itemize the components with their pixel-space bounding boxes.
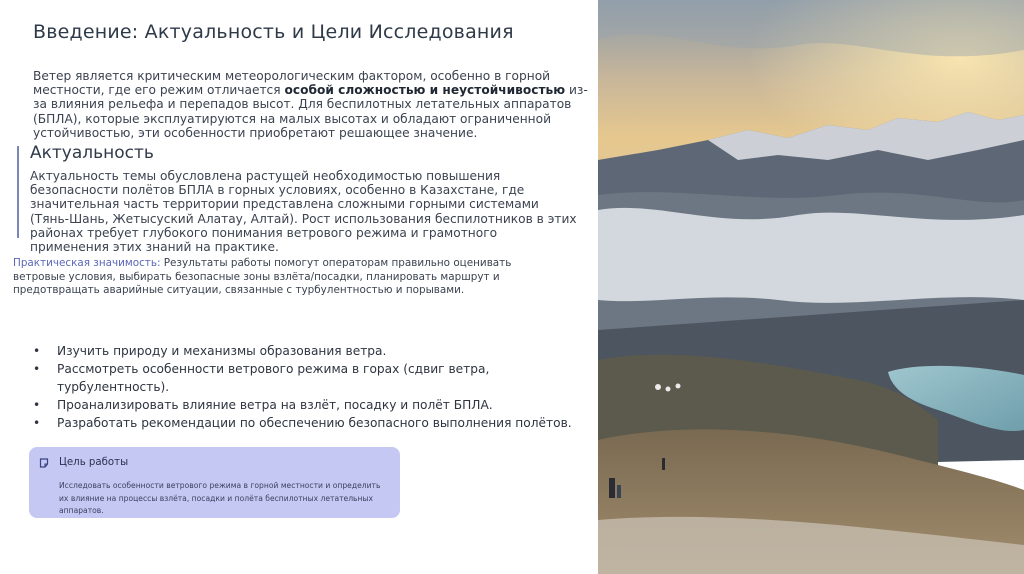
practical-text: Результаты работы помогут операторам правильно оценивать ветровые условия, выбирать безопасные зоны взлёта/посадки, планировать маршрут и предотвращать аварийные ситуации, связанные с турбулентностью и порывами. <box>13 257 512 297</box>
list-item: • Проанализировать влияние ветра на взлёт, посадку и полёт БПЛА. <box>33 396 593 414</box>
mountain-photo <box>598 0 1024 574</box>
section-accent-bar <box>17 146 19 238</box>
practical-label: Практическая значимость: <box>13 257 161 269</box>
relevance-body: Актуальность темы обусловлена растущей необходимостью повышения безопасности полётов БПЛА в горных условиях, особенно в Казахстане, где значительная часть территории представлена сложными горными системами (Тянь-Шань, Жетысуский Алатау, Алтай). Рост использования беспилотников в этих районах требует глубокого понимания ветрового режима и грамотного применения этих знаний на практике. <box>30 169 577 255</box>
goal-card <box>29 447 400 518</box>
task-list <box>33 342 593 432</box>
practical-significance <box>13 257 553 298</box>
intro-text-end: из-за влияния рельефа и перепадов высот. Для беспилотных летательных аппаратов (БПЛА), которые эксплуатируются на малых высотах и обладают ограниченной устойчивостью, эти особенности приобретают решающее значение. <box>33 83 588 140</box>
intro-paragraph <box>33 69 599 140</box>
relevance-heading: Актуальность <box>30 143 154 163</box>
list-item: • Изучить природу и механизмы образования ветра. <box>33 342 593 360</box>
goal-body: Исследовать особенности ветрового режима в горной местности и определить их влияние на процессы взлёта, посадки и полёта беспилотных летательных аппаратов. <box>59 481 381 515</box>
goal-title: Цель работы <box>59 457 129 468</box>
mountain-landscape-image <box>598 0 1024 574</box>
list-item: • Рассмотреть особенности ветрового режима в горах (сдвиг ветра, турбулентность). <box>33 360 593 396</box>
intro-text-start: Ветер является критическим метеорологическим фактором, особенно в горной местности, где его режим отличается <box>33 69 551 98</box>
note-icon <box>39 458 49 468</box>
intro-emphasis: особой сложностью и неустойчивостью <box>284 83 566 98</box>
page-title: Введение: Актуальность и Цели Исследования <box>33 21 514 43</box>
list-item: • Разработать рекомендации по обеспечению безопасного выполнения полётов. <box>33 414 593 432</box>
